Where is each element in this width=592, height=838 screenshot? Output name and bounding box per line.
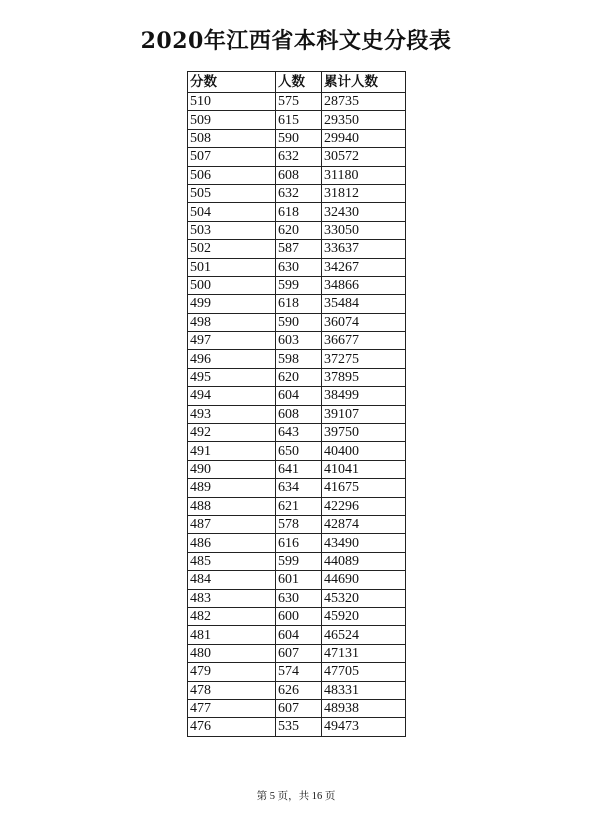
table-row bbox=[188, 221, 406, 239]
cell-cumulative: 28735 bbox=[322, 93, 406, 111]
cell-cumulative: 47705 bbox=[322, 663, 406, 681]
cell-count: 632 bbox=[276, 184, 322, 202]
cell-cumulative: 30572 bbox=[322, 148, 406, 166]
cell-score: 488 bbox=[188, 497, 276, 515]
table-row bbox=[188, 497, 406, 515]
cell-cumulative: 41675 bbox=[322, 479, 406, 497]
table-row bbox=[188, 460, 406, 478]
cell-cumulative: 32430 bbox=[322, 203, 406, 221]
table-row bbox=[188, 148, 406, 166]
cell-score: 490 bbox=[188, 460, 276, 478]
cell-count: 578 bbox=[276, 515, 322, 533]
cell-count: 608 bbox=[276, 405, 322, 423]
cell-score: 476 bbox=[188, 718, 276, 736]
cell-score: 487 bbox=[188, 515, 276, 533]
cell-score: 502 bbox=[188, 240, 276, 258]
cell-count: 574 bbox=[276, 663, 322, 681]
cell-score: 494 bbox=[188, 387, 276, 405]
cell-cumulative: 48331 bbox=[322, 681, 406, 699]
table-header-row bbox=[188, 72, 406, 93]
cell-count: 634 bbox=[276, 479, 322, 497]
cell-score: 498 bbox=[188, 313, 276, 331]
table-row bbox=[188, 166, 406, 184]
cell-cumulative: 42296 bbox=[322, 497, 406, 515]
cell-cumulative: 34267 bbox=[322, 258, 406, 276]
table-row bbox=[188, 350, 406, 368]
table-row bbox=[188, 571, 406, 589]
cell-count: 632 bbox=[276, 148, 322, 166]
table-row bbox=[188, 184, 406, 202]
cell-score: 486 bbox=[188, 534, 276, 552]
cell-score: 509 bbox=[188, 111, 276, 129]
table-row bbox=[188, 368, 406, 386]
cell-count: 643 bbox=[276, 424, 322, 442]
cell-cumulative: 37895 bbox=[322, 368, 406, 386]
cell-count: 535 bbox=[276, 718, 322, 736]
cell-count: 620 bbox=[276, 221, 322, 239]
cell-score: 491 bbox=[188, 442, 276, 460]
cell-cumulative: 35484 bbox=[322, 295, 406, 313]
cell-count: 599 bbox=[276, 276, 322, 294]
cell-score: 482 bbox=[188, 607, 276, 625]
table-row bbox=[188, 515, 406, 533]
table-row bbox=[188, 295, 406, 313]
table-row bbox=[188, 442, 406, 460]
cell-score: 497 bbox=[188, 332, 276, 350]
page-title: 2020年江西省本科文史分段表 bbox=[140, 28, 452, 54]
cell-count: 608 bbox=[276, 166, 322, 184]
cell-score: 493 bbox=[188, 405, 276, 423]
score-distribution-table bbox=[187, 71, 406, 737]
table-row bbox=[188, 258, 406, 276]
cell-count: 626 bbox=[276, 681, 322, 699]
table-body bbox=[188, 93, 406, 737]
table-row bbox=[188, 718, 406, 736]
cell-cumulative: 29350 bbox=[322, 111, 406, 129]
cell-count: 590 bbox=[276, 313, 322, 331]
table-row bbox=[188, 534, 406, 552]
cell-count: 641 bbox=[276, 460, 322, 478]
cell-score: 479 bbox=[188, 663, 276, 681]
cell-score: 495 bbox=[188, 368, 276, 386]
cell-cumulative: 36074 bbox=[322, 313, 406, 331]
table-row bbox=[188, 405, 406, 423]
table-row bbox=[188, 332, 406, 350]
cell-score: 499 bbox=[188, 295, 276, 313]
cell-cumulative: 29940 bbox=[322, 129, 406, 147]
table-row bbox=[188, 663, 406, 681]
cell-score: 496 bbox=[188, 350, 276, 368]
cell-cumulative: 49473 bbox=[322, 718, 406, 736]
table-row bbox=[188, 424, 406, 442]
table-row bbox=[188, 699, 406, 717]
cell-count: 621 bbox=[276, 497, 322, 515]
cell-cumulative: 45320 bbox=[322, 589, 406, 607]
cell-cumulative: 33050 bbox=[322, 221, 406, 239]
cell-cumulative: 43490 bbox=[322, 534, 406, 552]
table-row bbox=[188, 387, 406, 405]
cell-score: 506 bbox=[188, 166, 276, 184]
cell-score: 480 bbox=[188, 644, 276, 662]
table-row bbox=[188, 93, 406, 111]
cell-count: 618 bbox=[276, 203, 322, 221]
cell-count: 604 bbox=[276, 387, 322, 405]
cell-cumulative: 42874 bbox=[322, 515, 406, 533]
cell-count: 650 bbox=[276, 442, 322, 460]
cell-cumulative: 38499 bbox=[322, 387, 406, 405]
cell-cumulative: 41041 bbox=[322, 460, 406, 478]
cell-cumulative: 44089 bbox=[322, 552, 406, 570]
cell-score: 507 bbox=[188, 148, 276, 166]
table-row bbox=[188, 276, 406, 294]
cell-cumulative: 39107 bbox=[322, 405, 406, 423]
cell-cumulative: 47131 bbox=[322, 644, 406, 662]
cell-count: 630 bbox=[276, 258, 322, 276]
table-row bbox=[188, 681, 406, 699]
cell-cumulative: 34866 bbox=[322, 276, 406, 294]
cell-score: 484 bbox=[188, 571, 276, 589]
cell-score: 481 bbox=[188, 626, 276, 644]
cell-count: 616 bbox=[276, 534, 322, 552]
cell-cumulative: 36677 bbox=[322, 332, 406, 350]
cell-count: 607 bbox=[276, 699, 322, 717]
cell-count: 615 bbox=[276, 111, 322, 129]
table-row bbox=[188, 607, 406, 625]
cell-count: 599 bbox=[276, 552, 322, 570]
cell-cumulative: 40400 bbox=[322, 442, 406, 460]
cell-score: 483 bbox=[188, 589, 276, 607]
cell-cumulative: 31812 bbox=[322, 184, 406, 202]
cell-count: 618 bbox=[276, 295, 322, 313]
cell-count: 601 bbox=[276, 571, 322, 589]
page-footer: 第 5 页，共 16 页 bbox=[256, 791, 336, 802]
header-score: 分数 bbox=[188, 72, 276, 93]
cell-cumulative: 46524 bbox=[322, 626, 406, 644]
cell-score: 500 bbox=[188, 276, 276, 294]
cell-score: 504 bbox=[188, 203, 276, 221]
cell-score: 505 bbox=[188, 184, 276, 202]
table-row bbox=[188, 129, 406, 147]
cell-cumulative: 39750 bbox=[322, 424, 406, 442]
table-row bbox=[188, 626, 406, 644]
cell-score: 503 bbox=[188, 221, 276, 239]
cell-count: 607 bbox=[276, 644, 322, 662]
table-row bbox=[188, 644, 406, 662]
cell-score: 477 bbox=[188, 699, 276, 717]
table-row bbox=[188, 479, 406, 497]
cell-score: 510 bbox=[188, 93, 276, 111]
cell-score: 492 bbox=[188, 424, 276, 442]
cell-cumulative: 44690 bbox=[322, 571, 406, 589]
cell-cumulative: 31180 bbox=[322, 166, 406, 184]
cell-count: 620 bbox=[276, 368, 322, 386]
cell-count: 600 bbox=[276, 607, 322, 625]
cell-cumulative: 33637 bbox=[322, 240, 406, 258]
cell-count: 587 bbox=[276, 240, 322, 258]
cell-count: 575 bbox=[276, 93, 322, 111]
table-row bbox=[188, 589, 406, 607]
cell-score: 508 bbox=[188, 129, 276, 147]
cell-count: 630 bbox=[276, 589, 322, 607]
table-row bbox=[188, 313, 406, 331]
cell-count: 603 bbox=[276, 332, 322, 350]
table-row bbox=[188, 552, 406, 570]
cell-count: 590 bbox=[276, 129, 322, 147]
header-cumulative: 累计人数 bbox=[322, 72, 406, 93]
cell-cumulative: 48938 bbox=[322, 699, 406, 717]
table-row bbox=[188, 240, 406, 258]
table-row bbox=[188, 203, 406, 221]
cell-count: 598 bbox=[276, 350, 322, 368]
cell-score: 489 bbox=[188, 479, 276, 497]
cell-score: 485 bbox=[188, 552, 276, 570]
cell-score: 501 bbox=[188, 258, 276, 276]
table-row bbox=[188, 111, 406, 129]
cell-count: 604 bbox=[276, 626, 322, 644]
cell-cumulative: 45920 bbox=[322, 607, 406, 625]
header-count: 人数 bbox=[276, 72, 322, 93]
cell-score: 478 bbox=[188, 681, 276, 699]
cell-cumulative: 37275 bbox=[322, 350, 406, 368]
